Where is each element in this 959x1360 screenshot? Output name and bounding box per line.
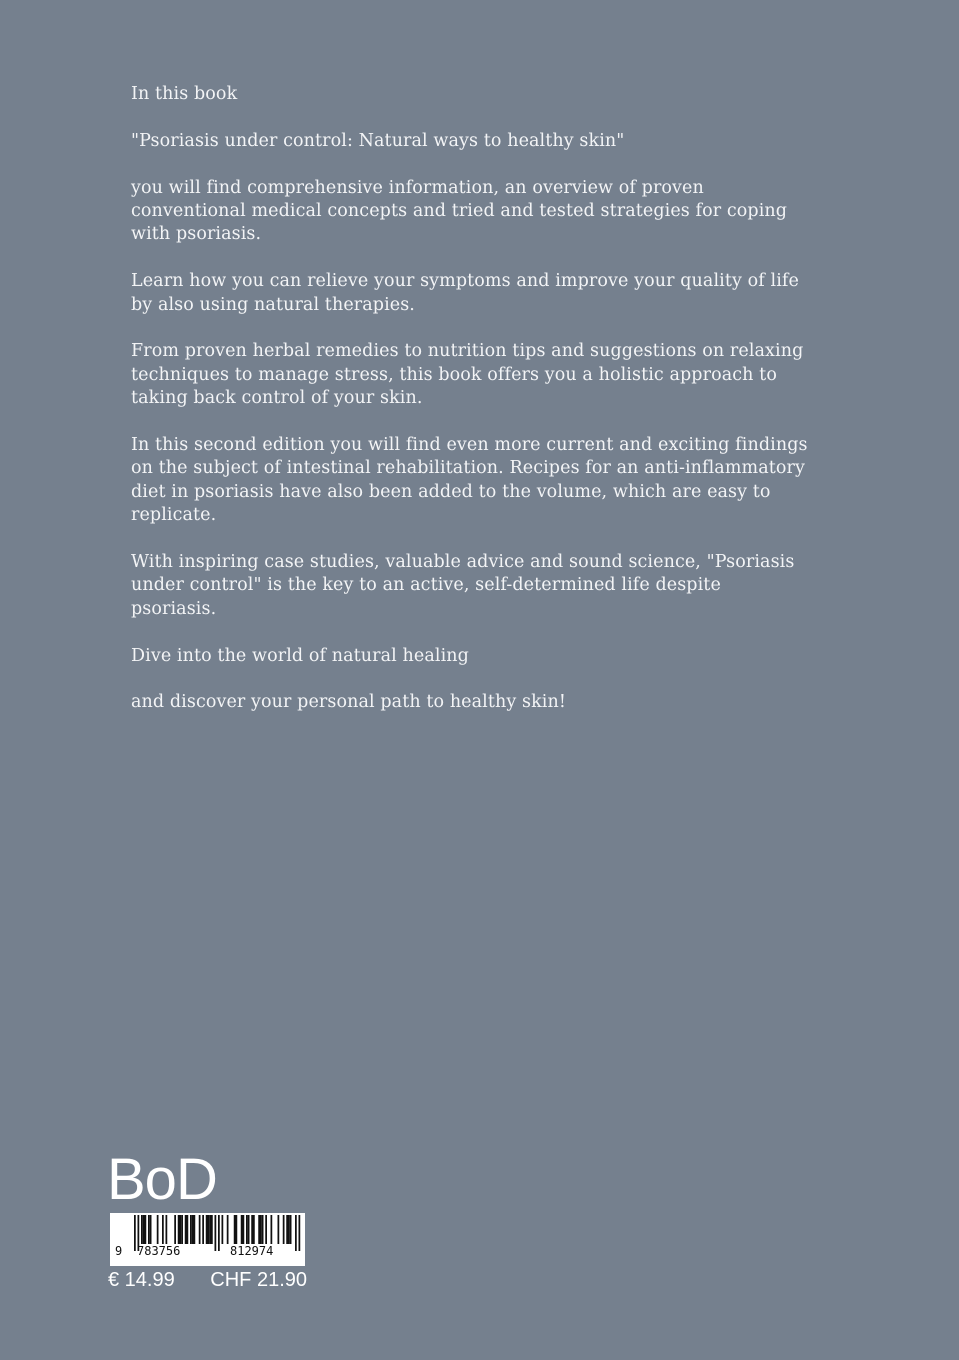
back-cover-blurb	[131, 83, 811, 738]
barcode-bar	[150, 1215, 152, 1244]
barcode-bar	[134, 1215, 136, 1251]
barcode-bar	[209, 1215, 211, 1244]
blurb-paragraph-discover: and discover your personal path to healthy skin!	[131, 692, 567, 713]
isbn-right-digits: 812974	[230, 1244, 274, 1258]
isbn-lead-digit: 9	[115, 1244, 123, 1258]
barcode-bar	[180, 1215, 182, 1244]
barcode-bar	[185, 1215, 187, 1244]
barcode-bar	[253, 1215, 255, 1244]
barcode-bar	[208, 1215, 210, 1244]
blurb-paragraph-relief: Learn how you can relieve your symptoms and improve your quality of life by also using natural therapies.	[131, 271, 799, 315]
blurb-paragraph-second-edition: In this second edition you will find even more current and exciting findings on the subject of intestinal rehabilitation. Recipes for an anti-inflammatory diet in psoriasis have also been added to the volume, which are easy to replicate.	[131, 435, 808, 526]
barcode-bar	[243, 1215, 245, 1244]
barcode-bar	[286, 1215, 288, 1244]
blurb-paragraph-title: "Psoriasis under control: Natural ways to healthy skin"	[131, 130, 625, 151]
barcode-bar	[290, 1215, 292, 1244]
barcode-bar	[251, 1215, 253, 1244]
barcode-bar	[141, 1215, 143, 1244]
barcode-bar	[145, 1215, 147, 1244]
barcode-bar	[295, 1215, 297, 1251]
barcode-bar	[234, 1215, 236, 1244]
barcode-bar	[194, 1215, 196, 1244]
barcode-bar	[258, 1215, 260, 1244]
blurb-paragraph-remedies: From proven herbal remedies to nutrition tips and suggestions on relaxing techniques to manage stress, this book offers you a holistic approach to taking back control of your skin.	[131, 341, 804, 409]
barcode-bar	[211, 1215, 213, 1244]
barcode-bar	[162, 1215, 164, 1244]
barcode-bar	[283, 1215, 285, 1244]
barcode-bar	[246, 1215, 248, 1244]
barcode-bar	[199, 1215, 201, 1244]
barcode-bar	[178, 1215, 180, 1244]
barcode-bar	[222, 1215, 224, 1244]
barcode-bar	[271, 1215, 273, 1244]
barcode-bar	[190, 1215, 192, 1244]
blurb-paragraph-intro: In this book	[131, 84, 238, 104]
barcode-bar	[192, 1215, 194, 1244]
barcode-bar	[174, 1215, 176, 1244]
barcode-bar	[265, 1215, 267, 1244]
barcode-bar	[215, 1215, 217, 1251]
barcode-bar	[278, 1215, 280, 1244]
barcode-bar	[143, 1215, 145, 1244]
barcode-bar	[262, 1215, 264, 1244]
barcode-bars	[110, 1213, 305, 1266]
barcode-bar	[260, 1215, 262, 1244]
barcode-bar	[202, 1215, 204, 1244]
barcode-bar	[166, 1215, 168, 1244]
barcode-bar	[227, 1215, 229, 1244]
barcode-bar	[241, 1215, 243, 1244]
barcode-bar	[218, 1215, 220, 1251]
blurb-paragraph-dive-in: Dive into the world of natural healing	[131, 645, 469, 666]
barcode-bar	[187, 1215, 189, 1244]
barcode-bar	[236, 1215, 238, 1244]
publisher-logo: BoD	[107, 1147, 217, 1212]
barcode-bar	[206, 1215, 208, 1244]
price-chf: CHF 21.90	[210, 1269, 308, 1291]
barcode-bar	[248, 1215, 250, 1244]
blurb-paragraph-overview: you will find comprehensive information, an overview of proven conventional medical concepts and tried and tested strategies for coping with psoriasis.	[131, 177, 788, 245]
isbn-barcode	[110, 1213, 305, 1266]
barcode-bar	[157, 1215, 159, 1244]
price-eur: € 14.99	[108, 1269, 175, 1291]
price-line	[108, 1268, 307, 1292]
barcode-bar	[181, 1215, 183, 1244]
blurb-paragraph-case-studies: With inspiring case studies, valuable advice and sound science, "Psoriasis under control" is the key to an active, self-determined life despite psoriasis.	[131, 552, 795, 619]
barcode-bar	[288, 1215, 290, 1244]
barcode-bar	[148, 1215, 150, 1244]
barcode-bar	[299, 1215, 301, 1251]
isbn-left-digits: 783756	[137, 1244, 181, 1258]
